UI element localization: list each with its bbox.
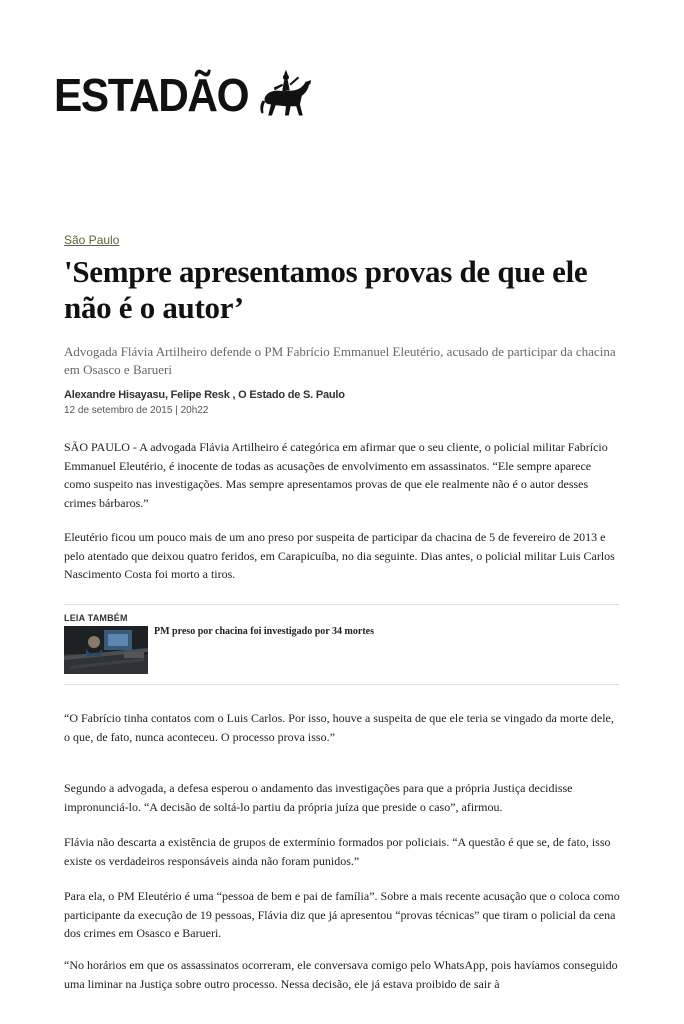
section-link-sao-paulo[interactable]: São Paulo <box>64 233 120 247</box>
related-label: LEIA TAMBÉM <box>64 613 128 623</box>
estadao-logo[interactable]: ESTADÃO <box>54 69 249 121</box>
article-paragraph-4: Segundo a advogada, a defesa esperou o andamento das investigações para que a própria Justiça decidisse impronunciá-lo. “A decisão de soltá-lo partiu da própria juíza que preside o caso”, afirmou. <box>64 781 573 814</box>
divider-top <box>64 604 619 605</box>
article-paragraph-3: “O Fabrício tinha contatos com o Luis Carlos. Por isso, houve a suspeita de que ele teria se vingado da morte dele, o que, de fato, nunca aconteceu. O processo prova isso.” <box>64 711 614 744</box>
article-paragraph-7: “No horários em que os assassinatos ocorreram, ele conversava comigo pelo WhatsApp, pois havíamos conseguido uma liminar na Justiça sobre outro processo. Nessa decisão, ele já estava proibido de sair à <box>64 958 618 991</box>
knight-on-horse-icon <box>257 67 313 123</box>
article-paragraph-6: Para ela, o PM Eleutério é uma “pessoa de bem e pai de família”. Sobre a mais recente acusação que o coloca como participante da execução de 19 pessoas, Flávia diz que já apresentou “provas técnicas” que tiram o policial da cena dos crimes em Osasco e Barueri. <box>64 889 620 940</box>
related-thumbnail-image <box>64 626 148 674</box>
divider-bottom <box>64 684 619 685</box>
article-paragraph-5: Flávia não descarta a existência de grupos de extermínio formados por policiais. “A questão é que se, de fato, isso existe os verdadeiros responsáveis ainda não foram punidos.” <box>64 835 611 868</box>
related-article-title[interactable]: PM preso por chacina foi investigado por 34 mortes <box>154 626 374 637</box>
article-subtitle: Advogada Flávia Artilheiro defende o PM Fabrício Emmanuel Eleutério, acusado de participar da chacina em Osasco e Barueri <box>64 344 616 377</box>
related-thumbnail[interactable] <box>64 626 148 674</box>
article-date: 12 de setembro de 2015 | 20h22 <box>64 405 209 416</box>
article-paragraph-2: Eleutério ficou um pouco mais de um ano preso por suspeita de participar da chacina de 5 de fevereiro de 2013 e pelo atentado que deixou quatro feridos, em Carapicuíba, no dia seguinte. Dias antes, o policial militar Luis Carlos Nascimento Costa foi morto a tiros. <box>64 530 615 581</box>
article-authors: Alexandre Hisayasu, Felipe Resk , O Estado de S. Paulo <box>64 389 345 401</box>
article-paragraph-1: SÃO PAULO - A advogada Flávia Artilheiro é categórica em afirmar que o seu cliente, o policial militar Fabrício Emmanuel Eleutério, é inocente de todas as acusações de envolvimento em assassinatos. “Ele sempre aparece como suspeito nas investigações. Mas sempre apresentamos provas de que ele realmente não é o autor desses crimes bárbaros.” <box>64 440 608 510</box>
masthead <box>54 66 313 124</box>
article-headline: 'Sempre apresentamos provas de que ele não é o autor’ <box>64 254 588 325</box>
